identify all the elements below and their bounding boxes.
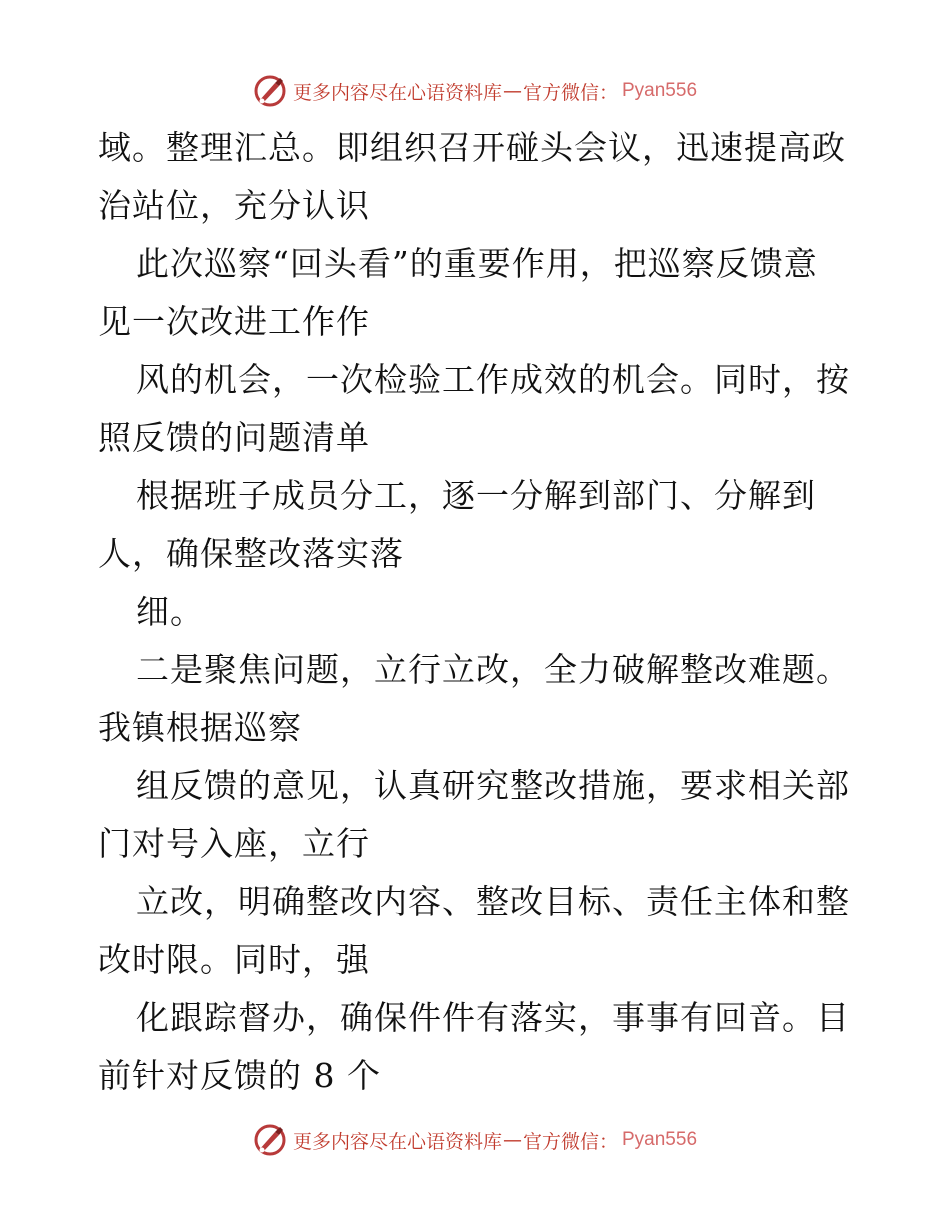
- footer-banner-text: 更多内容尽在心语资料库: [292, 1130, 502, 1153]
- body-line: 化跟踪督办，确保件件有落实，事事有回音。目: [136, 998, 850, 1037]
- body-line: 此次巡察“回头看”的重要作用，把巡察反馈意: [136, 244, 818, 283]
- header-wechat-label: 官方微信：: [522, 81, 618, 104]
- body-line: 细。: [136, 592, 204, 631]
- header-banner-dash: —: [502, 80, 522, 102]
- body-line: 照反馈的问题清单: [98, 418, 370, 457]
- body-line: 门对号入座，立行: [98, 824, 370, 863]
- footer-banner-dash: —: [502, 1129, 522, 1151]
- body-line: 见一次改进工作作: [98, 302, 370, 341]
- header-banner-text: 更多内容尽在心语资料库: [292, 81, 502, 104]
- header-banner: [0, 71, 950, 111]
- body-line: 根据班子成员分工，逐一分解到部门、分解到: [136, 476, 816, 515]
- header-wechat-id: Pyan556: [622, 80, 698, 101]
- body-line: 风的机会，一次检验工作成效的机会。同时，按: [136, 360, 850, 399]
- body-line: 组反馈的意见，认真研究整改措施，要求相关部: [136, 766, 850, 805]
- footer-wechat-label: 官方微信：: [522, 1130, 618, 1153]
- footer-banner: [0, 1120, 950, 1160]
- body-line: 立改，明确整改内容、整改目标、责任主体和整: [136, 882, 850, 921]
- body-line: 治站位，充分认识: [98, 186, 370, 225]
- document-body: [98, 125, 858, 1111]
- body-line: 前针对反馈的 8 个: [98, 1056, 381, 1095]
- body-line: 域。整理汇总。即组织召开碰头会议，迅速提高政: [98, 128, 846, 167]
- body-line: 人，确保整改落实落: [98, 534, 404, 573]
- body-line: 改时限。同时，强: [98, 940, 370, 979]
- footer-wechat-id: Pyan556: [622, 1129, 698, 1150]
- body-line: 二是聚焦问题，立行立改，全力破解整改难题。: [136, 650, 850, 689]
- pen-logo-icon: [253, 74, 287, 108]
- pen-logo-icon: [253, 1123, 287, 1157]
- body-line: 我镇根据巡察: [98, 708, 302, 747]
